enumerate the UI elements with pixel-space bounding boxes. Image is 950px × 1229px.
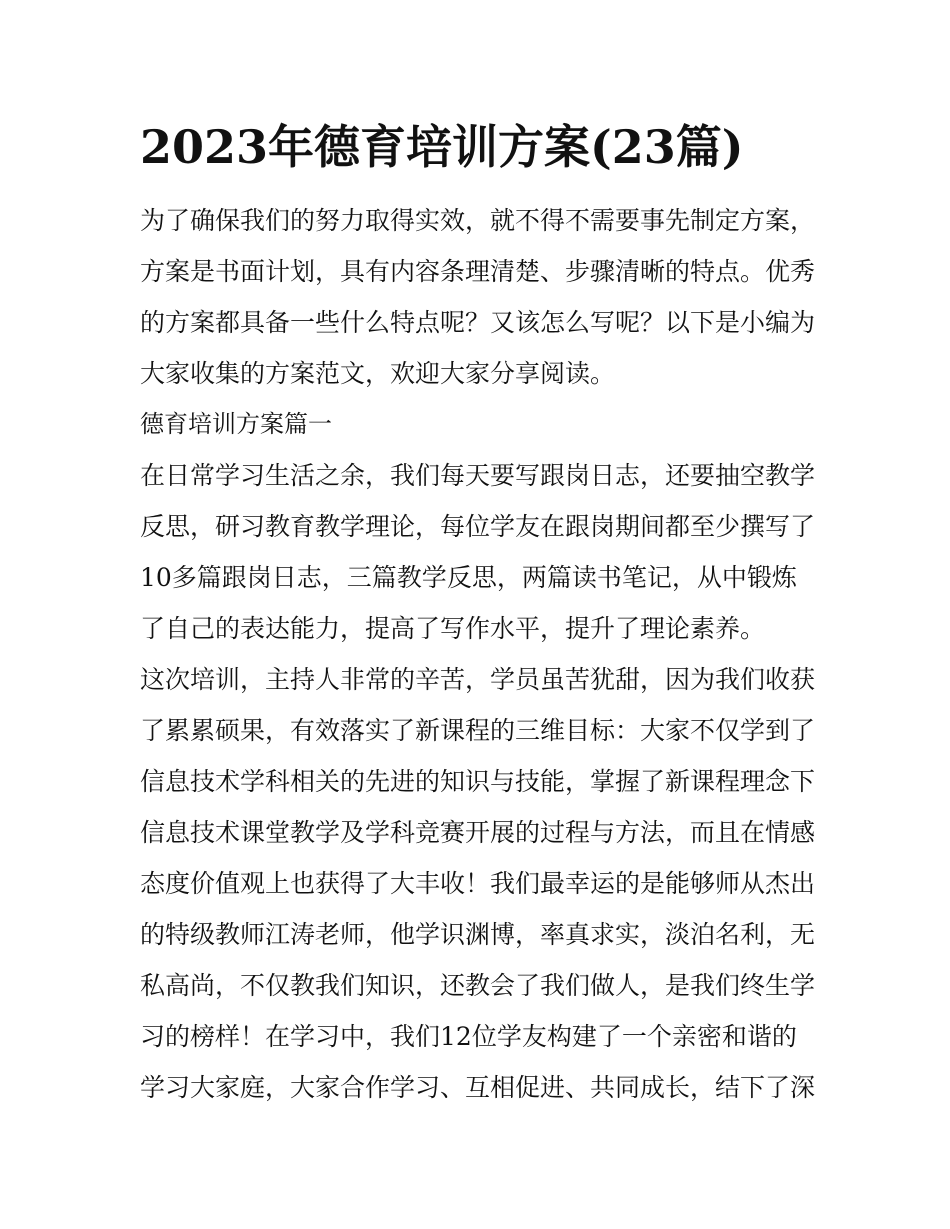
text-line: 了自己的表达能力，提高了写作水平，提升了理论素养。 — [140, 614, 766, 643]
text-line: 态度价值观上也获得了大丰收！我们最幸运的是能够师从杰出 — [140, 869, 816, 898]
text-line: 学习大家庭，大家合作学习、互相促进、共同成长，结下了深 — [140, 1073, 816, 1102]
text-line: 在日常学习生活之余，我们每天要写跟岗日志，还要抽空教学 — [140, 461, 816, 490]
text-line: 私高尚，不仅教我们知识，还教会了我们做人，是我们终生学 — [140, 971, 816, 1000]
text-line: 大家收集的方案范文，欢迎大家分享阅读。 — [140, 359, 616, 388]
document-body — [140, 195, 820, 1113]
text-line: 了累累硕果，有效落实了新课程的三维目标：大家不仅学到了 — [140, 716, 816, 745]
section-heading: 德育培训方案篇一 — [140, 410, 332, 438]
text-line: 反思，研习教育教学理论，每位学友在跟岗期间都至少撰写了 — [140, 512, 816, 541]
text-line: 方案是书面计划，具有内容条理清楚、步骤清晰的特点。优秀 — [140, 257, 816, 286]
text-line: 的方案都具备一些什么特点呢？又该怎么写呢？以下是小编为 — [140, 308, 816, 337]
text-line: 信息技术课堂教学及学科竞赛开展的过程与方法，而且在情感 — [140, 818, 816, 847]
text-line: 的特级教师江涛老师，他学识渊博，率真求实，淡泊名利，无 — [140, 920, 816, 949]
text-line: 这次培训，主持人非常的辛苦，学员虽苦犹甜，因为我们收获 — [140, 665, 816, 694]
text-line: 为了确保我们的努力取得实效，就不得不需要事先制定方案， — [140, 206, 816, 235]
text-line: 信息技术学科相关的先进的知识与技能，掌握了新课程理念下 — [140, 767, 816, 796]
text-line: 习的榜样！在学习中，我们12位学友构建了一个亲密和谐的 — [140, 1022, 797, 1051]
text-line: 10多篇跟岗日志，三篇教学反思，两篇读书笔记，从中锻炼 — [140, 563, 797, 592]
document-title: 2023年德育培训方案(23篇) — [140, 120, 744, 174]
